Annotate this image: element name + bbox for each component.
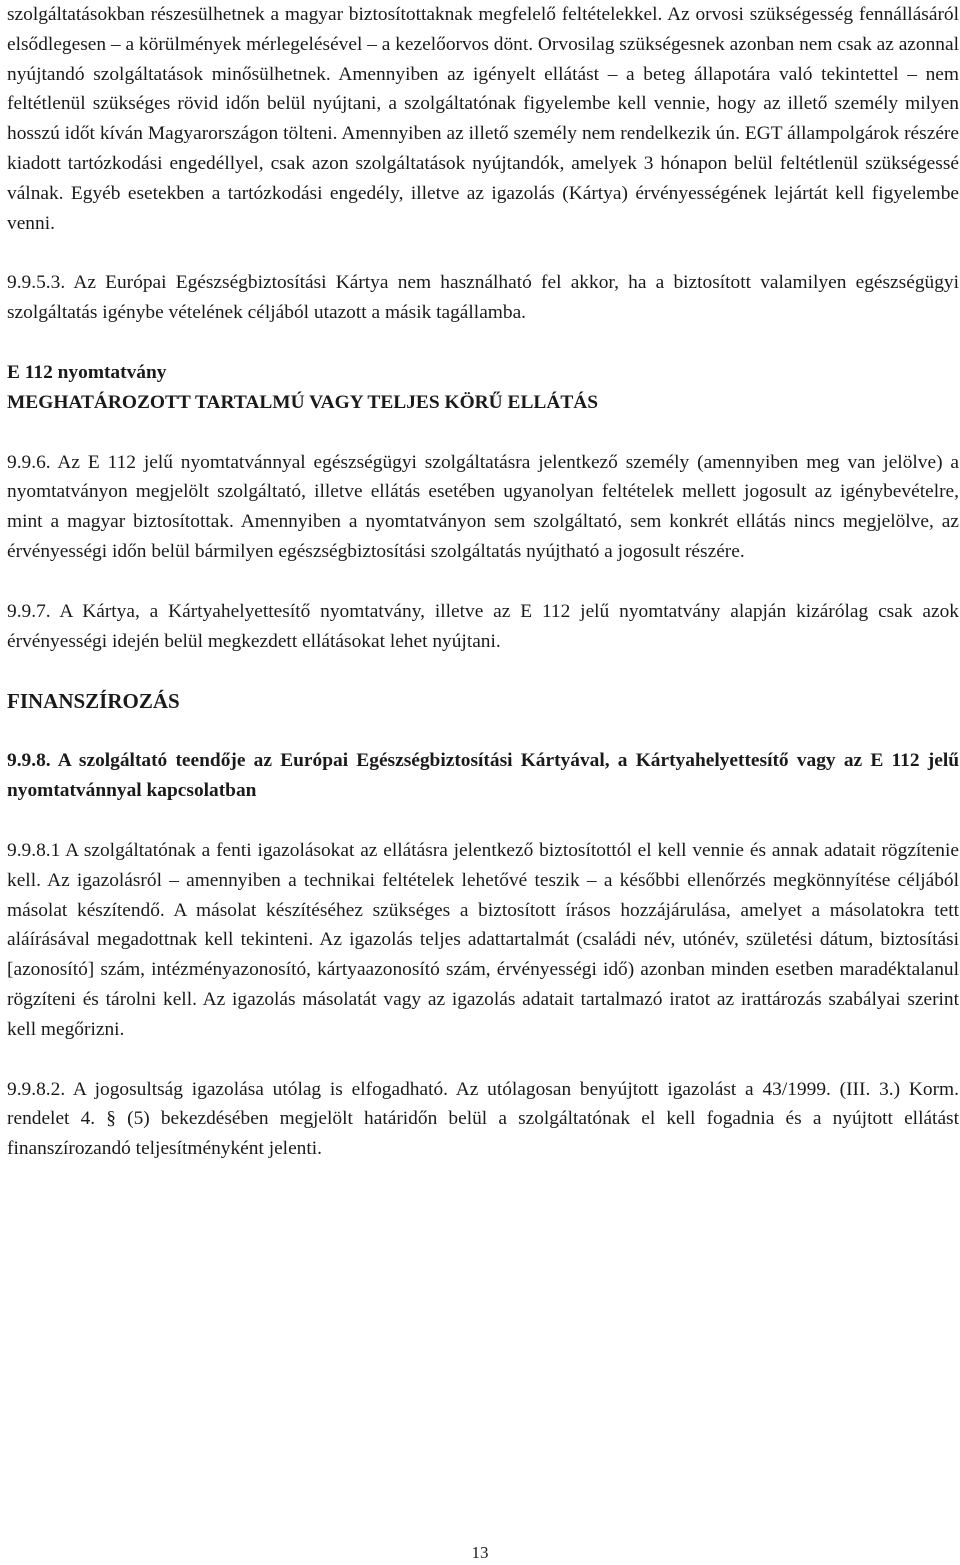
paragraph-intro: szolgáltatásokban részesülhetnek a magyar biztosítottaknak megfelelő feltételekkel. Az orvosi szükségesség fennállásáról elsődlegesen – a körülmények mérlegelésével – a kezelőorvos dönt. Orvosilag szükségesnek azonban nem csak az azonnal nyújtandó szolgáltatások minősülhetnek. Amennyiben az igényelt ellátást – a beteg állapotára való tekintettel – nem feltétlenül szükséges rövid időn belül nyújtani, a szolgáltatónak figyelembe kell vennie, hogy az illető személy milyen hosszú időt kíván Magyarországon tölteni. Amennyiben az illető személy nem rendelkezik ún. EGT állampolgárok részére kiadott tartózkodási engedéllyel, csak azon szolgáltatások nyújtandók, amelyek 3 hónapon belül feltétlenül szükségessé válnak. Egyéb esetekben a tartózkodási engedély, illetve az igazolás (Kártya) érvényességének lejártát kell figyelembe venni. (7, 4, 959, 234)
heading-finanszirozas: FINANSZÍROZÁS (7, 689, 180, 714)
page-number: 13 (471, 1543, 489, 1562)
heading-e112-subtitle: MEGHATÁROZOTT TARTALMÚ VAGY TELJES KÖRŰ ELLÁTÁS (7, 391, 599, 413)
paragraph-9-9-8-1: 9.9.8.1 A szolgáltatónak a fenti igazolásokat az ellátásra jelentkező biztosítottól el kell vennie és annak adatait rögzítenie kell. Az igazolásról – amennyiben a technikai feltételek lehetővé teszik – a későbbi ellenőrzés megkönnyítése céljából másolat készítendő. A másolat készítéséhez szükséges a biztosított írásos hozzájárulása, amelyet a másolatokra tett aláírásával megadottnak kell tekinteni. Az igazolás teljes adattartalmát (családi név, utónév, születési dátum, biztosítási [azonosító] szám, intézményazonosító, kártyaazonosító szám, érvényességi idő) azonban minden esetben maradéktalanul rögzíteni és tárolni kell. Az igazolás másolatát vagy az igazolás adatait tartalmazó iratot az irattározás szabályai szerint kell megőrizni. (7, 839, 959, 1040)
heading-9-9-8: 9.9.8. A szolgáltató teendője az Európai Egészségbiztosítási Kártyával, a Kártyahelyettesítő vagy az E 112 jelű nyomtatvánnyal kapcsolatban (7, 750, 959, 802)
paragraph-9-9-5-3: 9.9.5.3. Az Európai Egészségbiztosítási Kártya nem használható fel akkor, ha a biztosított valamilyen egészségügyi szolgáltatás igénybe vételének céljából utazott a másik tagállamba. (7, 272, 959, 324)
paragraph-9-9-7: 9.9.7. A Kártya, a Kártyahelyettesítő nyomtatvány, illetve az E 112 jelű nyomtatvány alapján kizárólag csak azok érvényességi idején belül megkezdett ellátásokat lehet nyújtani. (7, 600, 959, 652)
document-page (7, 0, 959, 1164)
paragraph-9-9-6: 9.9.6. Az E 112 jelű nyomtatvánnyal egészségügyi szolgáltatásra jelentkező személy (amennyiben meg van jelölve) a nyomtatványon megjelölt szolgáltató, illetve ellátás esetében ugyanolyan feltételek mellett jogosult az igénybevételre, mint a magyar biztosítottak. Amennyiben a nyomtatványon sem szolgáltató, sem konkrét ellátás nincs megjelölve, az érvényességi időn belül bármilyen egészségbiztosítási szolgáltatás nyújtható a jogosult részére. (7, 451, 959, 562)
heading-e112: E 112 nyomtatvány (7, 361, 167, 383)
paragraph-9-9-8-2: 9.9.8.2. A jogosultság igazolása utólag is elfogadható. Az utólagosan benyújtott igazolást a 43/1999. (III. 3.) Korm. rendelet 4. § (5) bekezdésében megjelölt határidőn belül a szolgáltatónak el kell fogadnia és a nyújtott ellátást finanszírozandó teljesítményként jelenti. (7, 1078, 959, 1160)
